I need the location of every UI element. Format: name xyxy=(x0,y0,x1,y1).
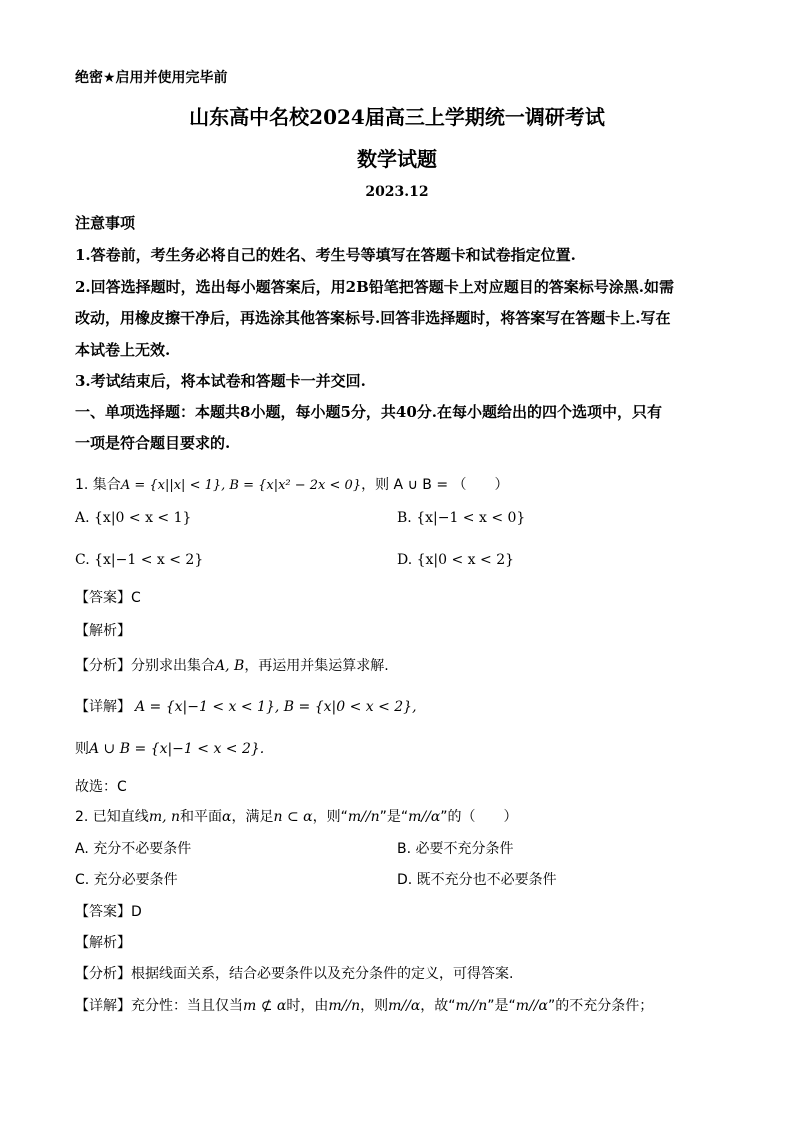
question-1-option-a: A. {x|0 < x < 1} xyxy=(75,510,192,526)
fenxi-sets: A, B xyxy=(215,658,245,674)
q2-stem-alpha: α xyxy=(222,809,232,825)
exam-date: 2023.12 xyxy=(365,184,429,200)
question-1-conclusion: 故选：C xyxy=(75,779,127,795)
q2-stem-c: 和平面 xyxy=(180,809,223,825)
exam-title: 山东高中名校2024届高三上学期统一调研考试 xyxy=(189,105,605,129)
q2-detail-c: 时，由 xyxy=(286,998,329,1014)
question-1-fenxi xyxy=(75,655,389,675)
q2-detail-m-parallel-n: m//n xyxy=(328,998,361,1014)
fenxi-label: 【分析】 xyxy=(75,658,131,674)
notice-item-2-line-1: 2.回答选择题时，选出每小题答案后，用2B铅笔把答题卡上对应题目的答案标号涂黑.如需 xyxy=(75,278,675,296)
question-2-stem xyxy=(75,806,518,826)
question-1-option-c: C. {x|−1 < x < 2} xyxy=(75,552,204,568)
detail-label: 【详解】 xyxy=(75,998,131,1014)
q2-detail-not-subset: m ⊄ α xyxy=(243,998,287,1014)
notice-item-3: 3.考试结束后，将本试卷和答题卡一并交回. xyxy=(75,372,366,390)
question-1-sets: A = {x||x| < 1}, B = {x|x² − 2x < 0} xyxy=(120,478,362,493)
q2-stem-m-parallel-alpha: m//α xyxy=(408,809,441,825)
notice-item-2-line-3: 本试卷上无效. xyxy=(75,341,171,359)
question-2-option-c: C. 充分必要条件 xyxy=(75,872,178,888)
q2-stem-i: ”是“ xyxy=(379,809,409,825)
question-2-detail xyxy=(75,995,653,1015)
detail-2-math: A ∪ B = {x|−1 < x < 2}. xyxy=(89,741,265,757)
q2-stem-subset: n ⊂ α xyxy=(273,809,313,825)
q2-detail-g: ，故“ xyxy=(420,998,456,1014)
answer-label: 【答案】 xyxy=(75,904,131,920)
fenxi-text-c: ，再运用并集运算求解. xyxy=(244,658,389,674)
question-2-fenxi xyxy=(75,963,513,983)
notice-item-1: 1.答卷前，考生务必将自己的姓名、考生号等填写在答题卡和试卷指定位置. xyxy=(75,246,576,264)
detail-math: A = {x|−1 < x < 1}, B = {x|0 < x < 2}, xyxy=(135,699,417,715)
question-1-prefix: 1. 集合 xyxy=(75,477,121,493)
question-1-detail-2 xyxy=(75,738,264,758)
detail-label: 【详解】 xyxy=(75,699,131,715)
question-1-analysis-label: 【解析】 xyxy=(75,623,131,639)
question-2-option-b: B. 必要不充分条件 xyxy=(397,841,514,857)
question-1-suffix: ，则 A ∪ B = （ ） xyxy=(361,477,509,493)
q2-detail-m-parallel-alpha-2: m//α xyxy=(515,998,548,1014)
question-1-option-b: B. {x|−1 < x < 0} xyxy=(397,510,526,526)
q2-detail-a: 充分性：当且仅当 xyxy=(131,998,243,1014)
q2-stem-m-parallel-n: m//n xyxy=(347,809,380,825)
notice-item-2-line-2: 改动，用橡皮擦干净后，再选涂其他答案标号.回答非选择题时，将答案写在答题卡上.写在 xyxy=(75,309,671,327)
q2-stem-a: 2. 已知直线 xyxy=(75,809,149,825)
question-1-detail xyxy=(75,696,417,716)
answer-value: C xyxy=(131,590,141,606)
q2-detail-k: ”的不充分条件； xyxy=(547,998,654,1014)
q2-detail-i: ”是“ xyxy=(487,998,516,1014)
section-heading-line-1: 一、单项选择题：本题共8小题，每小题5分，共40分.在每小题给出的四个选项中，只有 xyxy=(75,403,662,421)
section-heading-line-2: 一项是符合题目要求的. xyxy=(75,434,231,452)
q2-stem-mn: m, n xyxy=(148,809,181,825)
fenxi-text-a: 分别求出集合 xyxy=(131,658,215,674)
confidential-notice: 绝密★启用并使用完毕前 xyxy=(75,70,228,86)
answer-label: 【答案】 xyxy=(75,590,131,606)
question-1-stem xyxy=(75,474,509,494)
answer-value: D xyxy=(131,904,142,920)
question-1-option-d: D. {x|0 < x < 2} xyxy=(397,552,515,568)
fenxi-label: 【分析】 xyxy=(75,966,131,982)
exam-subtitle: 数学试题 xyxy=(357,147,437,171)
question-1-answer xyxy=(75,587,141,607)
question-2-option-d: D. 既不充分也不必要条件 xyxy=(397,872,557,888)
q2-stem-k: ”的（ ） xyxy=(440,809,518,825)
q2-stem-g: ，则“ xyxy=(312,809,348,825)
q2-stem-e: ，满足 xyxy=(231,809,274,825)
notice-heading: 注意事项 xyxy=(75,214,136,232)
question-2-analysis-label: 【解析】 xyxy=(75,935,131,951)
q2-detail-m-parallel-n-2: m//n xyxy=(455,998,488,1014)
fenxi-text: 根据线面关系，结合必要条件以及充分条件的定义，可得答案. xyxy=(131,966,514,982)
question-2-option-a: A. 充分不必要条件 xyxy=(75,841,192,857)
question-2-answer xyxy=(75,901,142,921)
detail-2-prefix: 则 xyxy=(75,741,89,757)
q2-detail-m-parallel-alpha: m//α xyxy=(388,998,421,1014)
q2-detail-e: ，则 xyxy=(360,998,389,1014)
